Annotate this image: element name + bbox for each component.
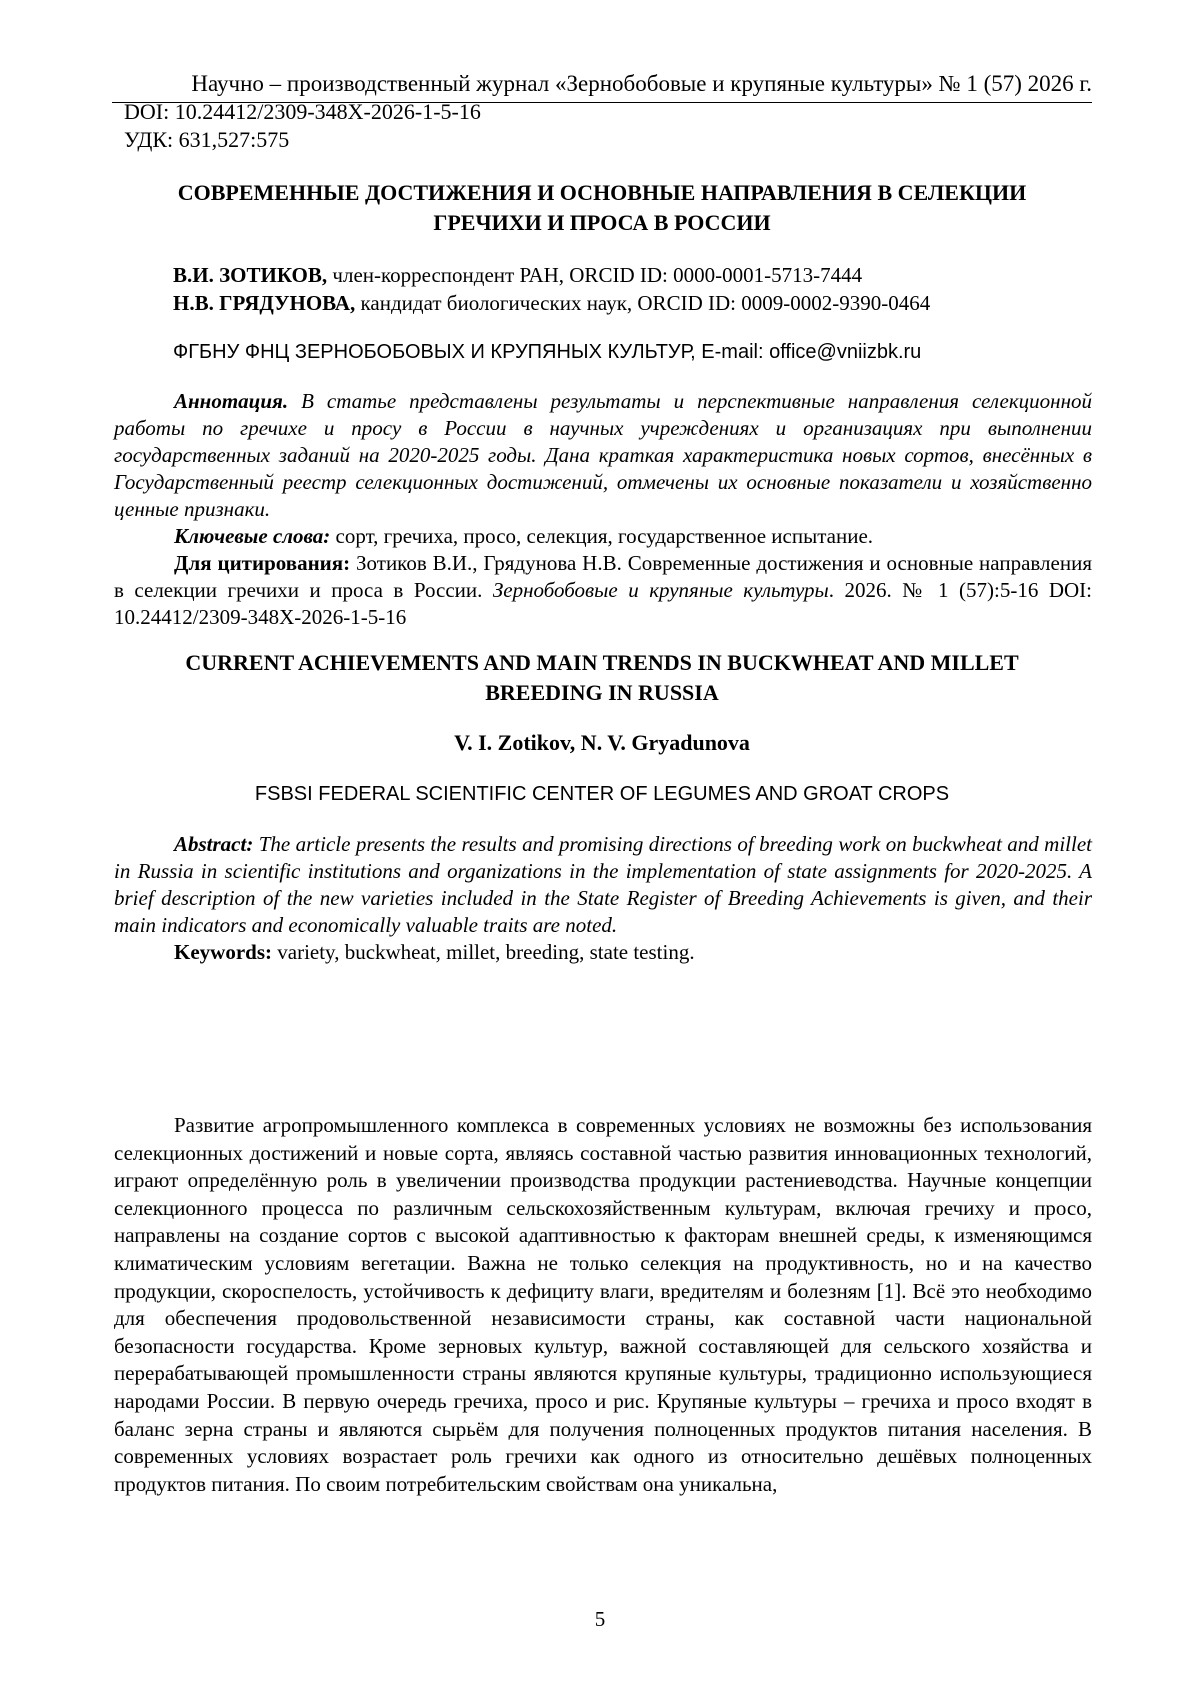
ru-cite-text-1: Зотиков В.И., Грядунова Н.В. Современные достижения и основные направления в селекции гречихи и проса в России. (114, 551, 1092, 602)
ru-title-line-2: ГРЕЧИХИ И ПРОСА В РОССИИ (433, 210, 771, 235)
ru-cite-text-2: . 2026. № 1 (57):5-16 DOI: 10.24412/2309-348X-2026-1-5-16 (114, 578, 1093, 629)
ru-abstract-block (114, 388, 1092, 631)
ru-author-2 (173, 289, 930, 317)
ru-author-1-details: член-корреспондент РАН, ORCID ID: 0000-0001-5713-7444 (327, 263, 863, 287)
en-affiliation: FSBSI FEDERAL SCIENTIFIC CENTER OF LEGUMES AND GROAT CROPS (254, 783, 950, 805)
ru-cite-label: Для цитирования: (174, 551, 351, 575)
ru-title-line-1: СОВРЕМЕННЫЕ ДОСТИЖЕНИЯ И ОСНОВНЫЕ НАПРАВЛЕНИЯ В СЕЛЕКЦИИ (177, 180, 1027, 205)
ru-affiliation: ФГБНУ ФНЦ ЗЕРНОБОБОВЫХ И КРУПЯНЫХ КУЛЬТУР, E-mail: office@vniizbk.ru (173, 341, 922, 363)
en-abstract-label: Abstract: (174, 832, 254, 856)
journal-running-head: Научно – производственный журнал «Зернобобовые и крупяные культуры» № 1 (57) 2026 г. (191, 71, 1092, 96)
ru-abstract-label: Аннотация. (174, 389, 289, 413)
ru-author-1-name: В.И. ЗОТИКОВ, (173, 263, 328, 287)
ru-author-2-name: Н.В. ГРЯДУНОВА, (173, 291, 356, 315)
body-paragraph-1: Развитие агропромышленного комплекса в современных условиях не возможны без использования селекционных достижений и новые сорта, являясь составной частью развития инновационных технологий, играют определённую роль в увеличении производства продукции растениеводства. Научные концепции селекционного процесса по различным сельскохозяйственным культурам, включая гречиху и просо, направлены на создание сортов с высокой адаптивностью к факторам внешней среды, к изменяющимся климатическим условиям вегетации. Важна не только селекция на продуктивность, но и на качество продукции, скороспелость, устойчивость к дефициту влаги, вредителям и болезням [1]. Всё это необходимо для обеспечения продовольственной независимости страны, как составной части национальной безопасности государства. Кроме зерновых культур, важной составляющей для сельского хозяйства и перерабатывающей промышленности страны являются крупяные культуры, традиционно использующиеся народами России. В первую очередь гречиха, просо и рис. Крупяные культуры – гречиха и просо входят в баланс зерна страны и являются сырьём для получения полноценных продуктов питания населения. В современных условиях возрастает роль гречихи как одного из относительно дешёвых полноценных продуктов питания. По своим потребительским свойствам она уникальна, (114, 1113, 1092, 1496)
ru-keywords-text: сорт, гречиха, просо, селекция, государственное испытание. (330, 524, 874, 548)
udk-line: УДК: 631,527:575 (124, 127, 290, 152)
en-abstract (114, 831, 1092, 939)
en-title-line-2: BREEDING IN RUSSIA (485, 680, 719, 705)
ru-cite-journal: Зернобобовые и крупяные культуры (492, 578, 829, 602)
ru-abstract-text: В статье представлены результаты и перспективные направления селекционной работы по гречихе и просу в России в научных учреждениях и организациях при выполнении государственных заданий на 2020-2025 годы. Дана краткая характеристика новых сортов, внесённых в Государственный реестр селекционных достижений, отмечены их основные показатели и хозяйственно ценные признаки. (114, 389, 1092, 521)
en-keywords-label: Keywords: (174, 940, 272, 964)
en-title-line-1: CURRENT ACHIEVEMENTS AND MAIN TRENDS IN BUCKWHEAT AND MILLET (185, 650, 1019, 675)
en-authors: V. I. Zotikov, N. V. Gryadunova (454, 730, 750, 755)
en-abstract-block (114, 831, 1092, 966)
ru-citation (114, 550, 1092, 631)
ru-keywords (114, 523, 1092, 550)
ru-title (112, 178, 1092, 238)
ru-author-2-details: кандидат биологических наук, ORCID ID: 0009-0002-9390-0464 (355, 291, 931, 315)
ru-author-1 (173, 261, 862, 289)
en-keywords (114, 939, 1092, 966)
en-keywords-text: variety, buckwheat, millet, breeding, state testing. (272, 940, 695, 964)
doi-line[interactable]: DOI: 10.24412/2309-348X-2026-1-5-16 (124, 99, 481, 124)
en-title (112, 648, 1092, 708)
en-abstract-text: The article presents the results and promising directions of breeding work on buckwheat and millet in Russia in scientific institutions and organizations in the implementation of state assignments for 2020-2025. A brief description of the new varieties included in the State Register of Breeding Achievements is given, and their main indicators and economically valuable traits are noted. (114, 832, 1092, 937)
page-number: 5 (594, 1607, 606, 1631)
ru-abstract (114, 388, 1092, 523)
ru-keywords-label: Ключевые слова: (174, 524, 331, 548)
